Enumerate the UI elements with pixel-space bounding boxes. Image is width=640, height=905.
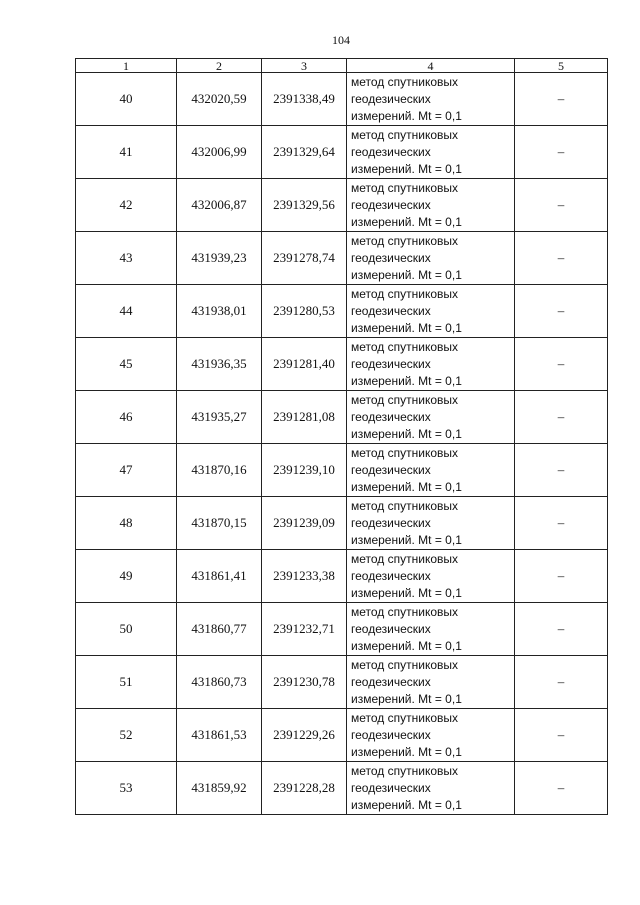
column-header-y: 3 — [262, 59, 347, 73]
cell-x-coordinate: 431938,01 — [177, 285, 262, 338]
table-row — [76, 232, 608, 285]
coordinates-table — [75, 58, 608, 815]
cell-x-coordinate: 432020,59 — [177, 73, 262, 126]
cell-method — [347, 73, 515, 126]
cell-note: – — [515, 497, 608, 550]
cell-note: – — [515, 603, 608, 656]
cell-note: – — [515, 285, 608, 338]
method-text-line: геодезических — [351, 144, 431, 159]
table-row — [76, 603, 608, 656]
cell-note: – — [515, 391, 608, 444]
column-header-method: 4 — [347, 59, 515, 73]
method-text-line: геодезических — [351, 674, 431, 689]
cell-x-coordinate: 431935,27 — [177, 391, 262, 444]
cell-note: – — [515, 762, 608, 815]
table-row — [76, 550, 608, 603]
cell-note: – — [515, 232, 608, 285]
cell-point-number: 44 — [76, 285, 177, 338]
method-text-line: измерений. Mt = 0,1 — [351, 108, 462, 123]
cell-x-coordinate: 431936,35 — [177, 338, 262, 391]
method-text-line: метод спутниковых — [351, 551, 459, 566]
cell-method — [347, 603, 515, 656]
page-number: 104 — [332, 33, 350, 47]
cell-y-coordinate: 2391239,10 — [262, 444, 347, 497]
table-body — [76, 59, 608, 815]
cell-point-number: 46 — [76, 391, 177, 444]
table-row — [76, 338, 608, 391]
column-header-note: 5 — [515, 59, 608, 73]
cell-note: – — [515, 126, 608, 179]
cell-point-number: 51 — [76, 656, 177, 709]
cell-method — [347, 550, 515, 603]
method-text-line: метод спутниковых — [351, 74, 459, 89]
cell-y-coordinate: 2391232,71 — [262, 603, 347, 656]
cell-method — [347, 338, 515, 391]
column-header-x: 2 — [177, 59, 262, 73]
method-text-line: геодезических — [351, 409, 431, 424]
cell-x-coordinate: 431859,92 — [177, 762, 262, 815]
method-text-line: измерений. Mt = 0,1 — [351, 320, 462, 335]
method-text-line: измерений. Mt = 0,1 — [351, 161, 462, 176]
cell-note: – — [515, 656, 608, 709]
cell-x-coordinate: 432006,99 — [177, 126, 262, 179]
method-text-line: геодезических — [351, 91, 431, 106]
cell-y-coordinate: 2391233,38 — [262, 550, 347, 603]
cell-y-coordinate: 2391280,53 — [262, 285, 347, 338]
method-text-line: измерений. Mt = 0,1 — [351, 479, 462, 494]
table-row — [76, 126, 608, 179]
table-row — [76, 179, 608, 232]
method-text-line: метод спутниковых — [351, 180, 459, 195]
cell-method — [347, 497, 515, 550]
method-text-line: измерений. Mt = 0,1 — [351, 638, 462, 653]
cell-x-coordinate: 431861,53 — [177, 709, 262, 762]
column-header-point: 1 — [76, 59, 177, 73]
cell-method — [347, 709, 515, 762]
method-text-line: геодезических — [351, 780, 431, 795]
method-text-line: метод спутниковых — [351, 657, 459, 672]
method-text-line: измерений. Mt = 0,1 — [351, 797, 462, 812]
table-row — [76, 73, 608, 126]
cell-method — [347, 762, 515, 815]
cell-y-coordinate: 2391228,28 — [262, 762, 347, 815]
cell-method — [347, 444, 515, 497]
cell-point-number: 40 — [76, 73, 177, 126]
cell-note: – — [515, 550, 608, 603]
method-text-line: измерений. Mt = 0,1 — [351, 426, 462, 441]
cell-method — [347, 179, 515, 232]
method-text-line: метод спутниковых — [351, 286, 459, 301]
method-text-line: метод спутниковых — [351, 127, 459, 142]
method-text-line: измерений. Mt = 0,1 — [351, 373, 462, 388]
cell-point-number: 53 — [76, 762, 177, 815]
table-row — [76, 391, 608, 444]
table-row — [76, 656, 608, 709]
cell-method — [347, 656, 515, 709]
cell-x-coordinate: 431870,16 — [177, 444, 262, 497]
cell-point-number: 43 — [76, 232, 177, 285]
cell-y-coordinate: 2391281,40 — [262, 338, 347, 391]
method-text-line: геодезических — [351, 727, 431, 742]
method-text-line: геодезических — [351, 250, 431, 265]
method-text-line: геодезических — [351, 515, 431, 530]
cell-y-coordinate: 2391230,78 — [262, 656, 347, 709]
cell-y-coordinate: 2391329,64 — [262, 126, 347, 179]
method-text-line: метод спутниковых — [351, 498, 459, 513]
table-row — [76, 285, 608, 338]
method-text-line: метод спутниковых — [351, 339, 459, 354]
method-text-line: метод спутниковых — [351, 233, 459, 248]
method-text-line: измерений. Mt = 0,1 — [351, 691, 462, 706]
cell-note: – — [515, 444, 608, 497]
cell-method — [347, 126, 515, 179]
method-text-line: геодезических — [351, 568, 431, 583]
cell-point-number: 49 — [76, 550, 177, 603]
cell-y-coordinate: 2391329,56 — [262, 179, 347, 232]
cell-method — [347, 391, 515, 444]
cell-note: – — [515, 73, 608, 126]
cell-method — [347, 285, 515, 338]
table-row — [76, 444, 608, 497]
method-text-line: метод спутниковых — [351, 604, 459, 619]
method-text-line: геодезических — [351, 462, 431, 477]
cell-y-coordinate: 2391338,49 — [262, 73, 347, 126]
method-text-line: измерений. Mt = 0,1 — [351, 585, 462, 600]
table-row — [76, 709, 608, 762]
cell-point-number: 41 — [76, 126, 177, 179]
cell-x-coordinate: 431870,15 — [177, 497, 262, 550]
cell-note: – — [515, 709, 608, 762]
cell-y-coordinate: 2391239,09 — [262, 497, 347, 550]
cell-x-coordinate: 431939,23 — [177, 232, 262, 285]
method-text-line: геодезических — [351, 621, 431, 636]
method-text-line: метод спутниковых — [351, 392, 459, 407]
table-row — [76, 762, 608, 815]
method-text-line: измерений. Mt = 0,1 — [351, 744, 462, 759]
method-text-line: метод спутниковых — [351, 710, 459, 725]
method-text-line: измерений. Mt = 0,1 — [351, 532, 462, 547]
method-text-line: измерений. Mt = 0,1 — [351, 214, 462, 229]
cell-point-number: 45 — [76, 338, 177, 391]
method-text-line: измерений. Mt = 0,1 — [351, 267, 462, 282]
cell-point-number: 42 — [76, 179, 177, 232]
cell-x-coordinate: 431860,73 — [177, 656, 262, 709]
cell-y-coordinate: 2391281,08 — [262, 391, 347, 444]
cell-x-coordinate: 431860,77 — [177, 603, 262, 656]
method-text-line: метод спутниковых — [351, 763, 459, 778]
table-header-row — [76, 59, 608, 73]
method-text-line: метод спутниковых — [351, 445, 459, 460]
table-row — [76, 497, 608, 550]
cell-note: – — [515, 338, 608, 391]
cell-method — [347, 232, 515, 285]
method-text-line: геодезических — [351, 356, 431, 371]
cell-point-number: 50 — [76, 603, 177, 656]
cell-note: – — [515, 179, 608, 232]
cell-point-number: 52 — [76, 709, 177, 762]
cell-y-coordinate: 2391278,74 — [262, 232, 347, 285]
cell-y-coordinate: 2391229,26 — [262, 709, 347, 762]
method-text-line: геодезических — [351, 303, 431, 318]
method-text-line: геодезических — [351, 197, 431, 212]
cell-point-number: 47 — [76, 444, 177, 497]
cell-x-coordinate: 432006,87 — [177, 179, 262, 232]
cell-x-coordinate: 431861,41 — [177, 550, 262, 603]
cell-point-number: 48 — [76, 497, 177, 550]
